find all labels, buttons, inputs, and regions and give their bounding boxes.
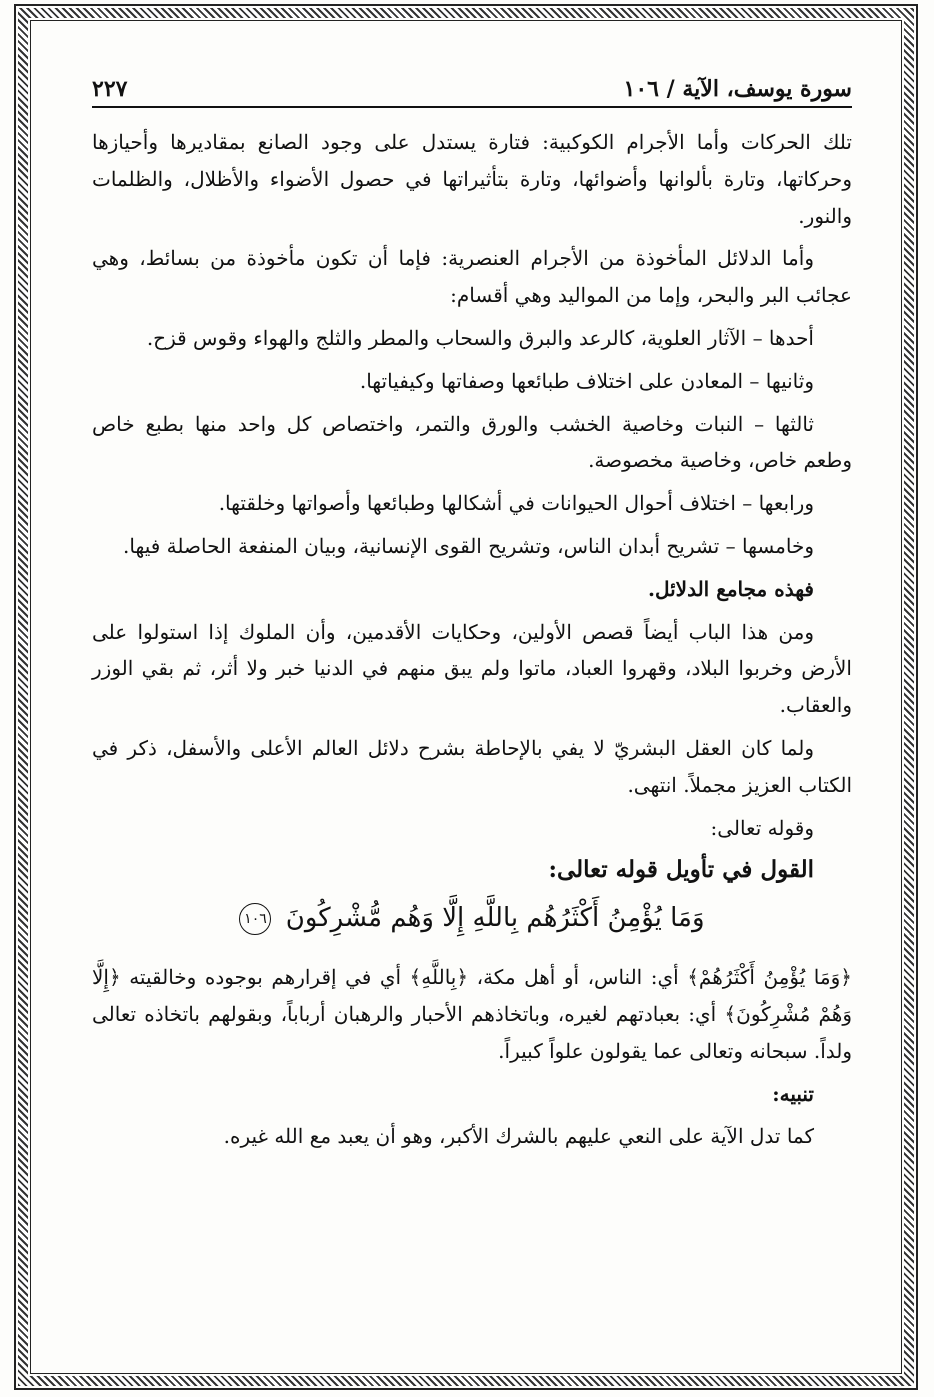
ayah-number-icon: ١٠٦	[239, 903, 271, 935]
paragraph: فهذه مجامع الدلائل.	[648, 576, 814, 601]
note-text: كما تدل الآية على النعي عليهم بالشرك الأكبر، وهو أن يعبد مع الله غيره.	[223, 1124, 814, 1149]
note-heading: تنبيه:	[772, 1081, 814, 1106]
paragraph: ورابعها – اختلاف أحوال الحيوانات في أشكالها وطبائعها وأصواتها وخلقتها.	[218, 491, 814, 516]
page-header	[92, 62, 852, 108]
paragraph: تلك الحركات وأما الأجرام الكوكبية: فتارة يستدل على وجود الصانع بمقاديرها وأحيازها وحركاتها، وتارة بألوانها وأضوائها، وتارة بتأثيراتها في حصول الأضواء والأظلال، والظلمات والنور.	[92, 130, 852, 228]
paragraph: ومن هذا الباب أيضاً قصص الأولين، وحكايات الأقدمين، وأن الملوك إذا استولوا على الأرض وخربوا البلاد، وقهروا العباد، ماتوا ولم يبق منهم في الدنيا خبر ولا أثر، ثم بقي الوزر والعقاب.	[92, 619, 852, 718]
paragraph: ولما كان العقل البشريّ لا يفي بالإحاطة بشرح دلائل العالم الأعلى والأسفل، ذكر في الكتاب العزيز مجملاً. انتهى.	[92, 735, 852, 797]
paragraph: وقوله تعالى:	[710, 815, 814, 840]
page-number: ٢٢٧	[92, 76, 128, 102]
section-heading: القول في تأويل قوله تعالى:	[548, 856, 814, 884]
quran-verse	[92, 891, 852, 945]
verse-text: وَمَا يُؤْمِنُ أَكْثَرُهُم بِاللَّهِ إِلَّا وَهُم مُّشْرِكُونَ	[285, 903, 705, 934]
book-page	[92, 62, 852, 1342]
paragraph: أحدها – الآثار العلوية، كالرعد والبرق والسحاب والمطر والثلج والهواء وقوس قزح.	[146, 325, 814, 350]
paragraph: وخامسها – تشريح أبدان الناس، وتشريح القوى الإنسانية، وبيان المنفعة الحاصلة فيها.	[123, 533, 814, 558]
page-body	[92, 124, 852, 1155]
paragraph: وأما الدلائل المأخوذة من الأجرام العنصرية: فإما أن تكون مأخوذة من بسائط، وهي عجائب البر والبحر، وإما من المواليد وهي أقسام:	[92, 246, 852, 308]
paragraph: ثالثها – النبات وخاصية الخشب والورق والتمر، واختصاص كل واحد منها بطبع خاص وطعم خاص، وخاصية مخصوصة.	[92, 411, 852, 473]
paragraph: وثانيها – المعادن على اختلاف طبائعها وصفاتها وكيفياتها.	[359, 368, 814, 393]
running-title: سورة يوسف، الآية / ١٠٦	[623, 76, 852, 102]
tafsir-paragraph: ﴿وَمَا يُؤْمِنُ أَكْثَرُهُمْ﴾ أي: الناس، أو أهل مكة، ﴿بِاللَّهِ﴾ أي في إقرارهم بوجوده وخالقيته ﴿إِلَّا وَهُمْ مُشْرِكُونَ﴾ أي: بعبادتهم لغيره، وباتخاذهم الأحبار والرهبان أرباباً، وبقولهم باتخاذه تعالى ولداً. سبحانه وتعالى عما يقولون علواً كبيراً.	[92, 965, 852, 1063]
